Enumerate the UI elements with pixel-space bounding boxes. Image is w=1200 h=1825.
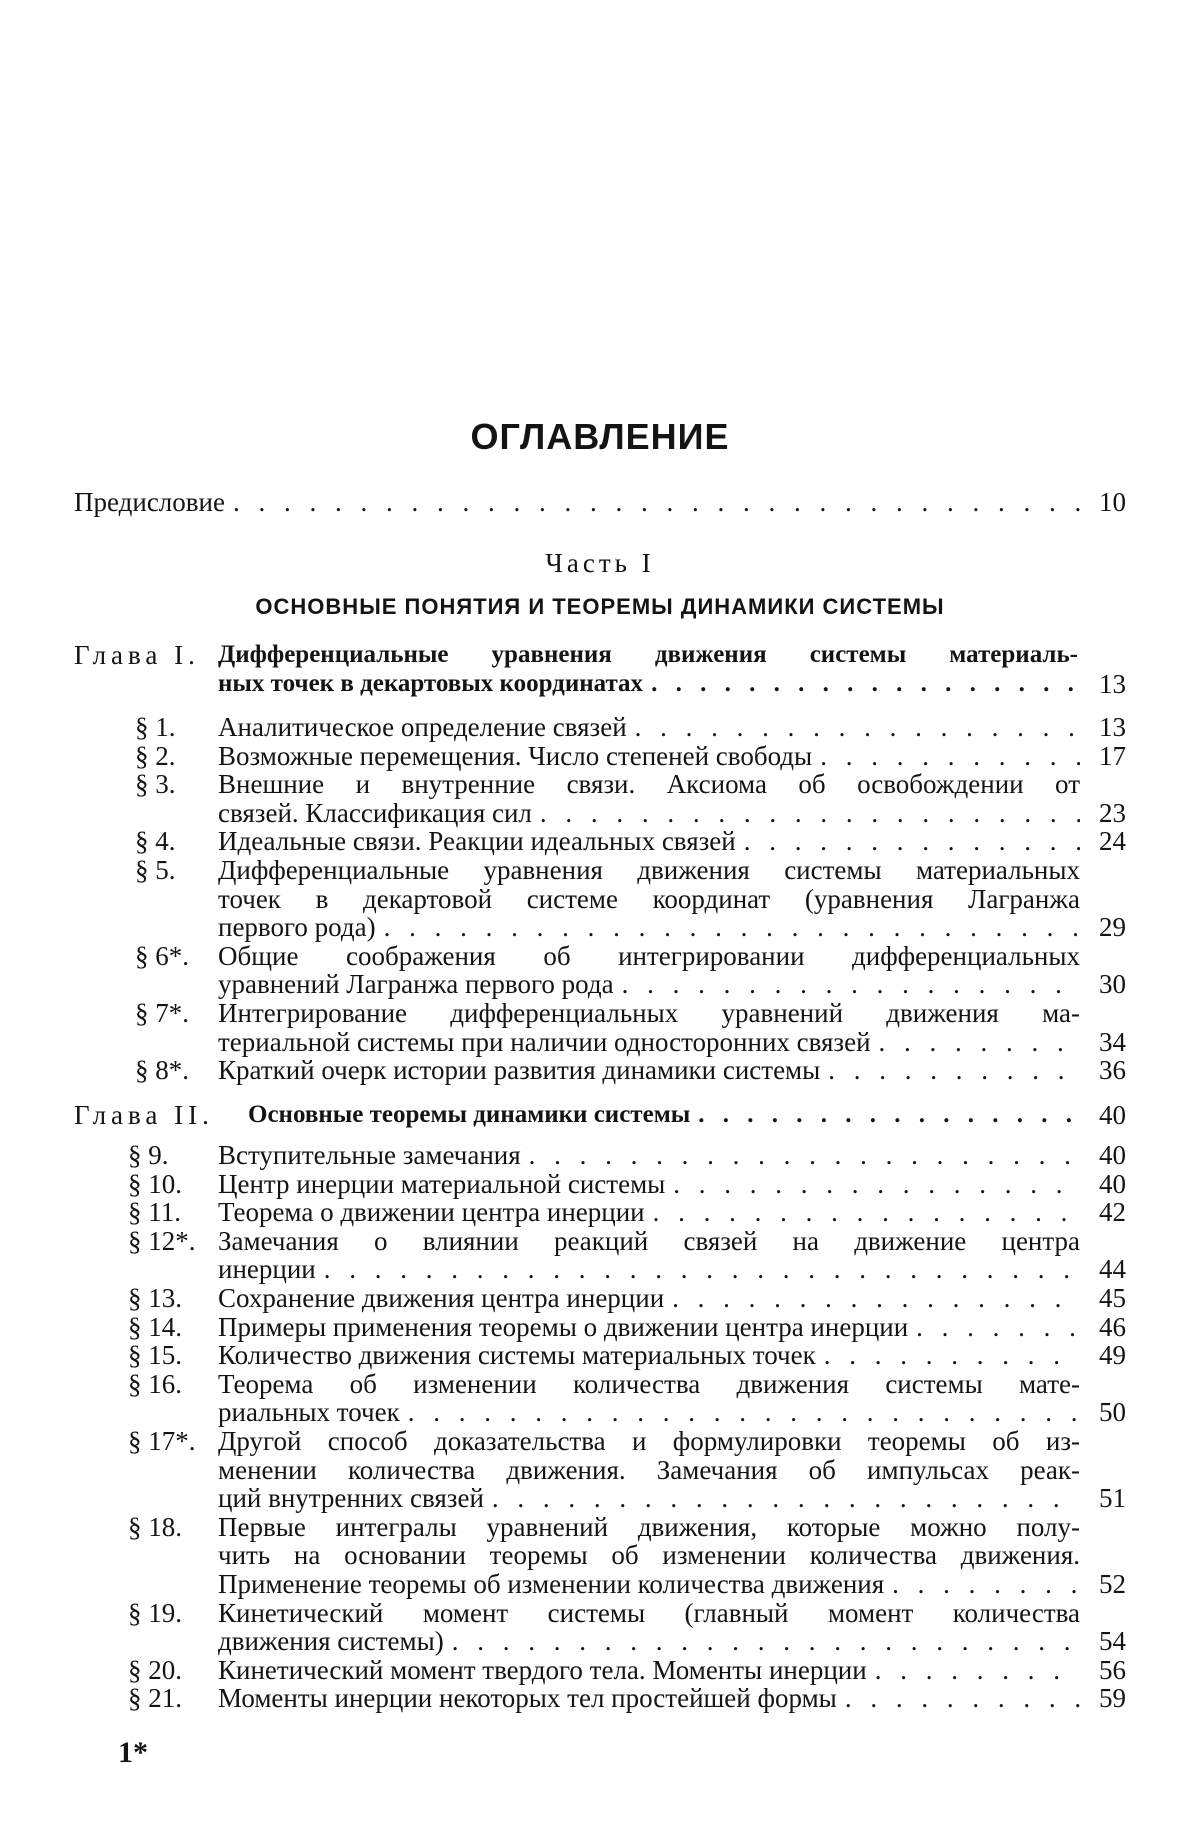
section-page-number: 54 [1099, 1626, 1126, 1657]
section-page-number: 45 [1099, 1283, 1126, 1313]
chapter-1-title-line-2 [218, 669, 1078, 699]
section-number: § 12*. [128, 1225, 196, 1256]
section-number: § 4. [135, 826, 176, 857]
section-title-line [218, 1397, 1080, 1427]
section-page-number: 24 [1099, 826, 1126, 857]
section-page-number: 44 [1099, 1254, 1126, 1285]
section-title-line [218, 1169, 1080, 1199]
section-title-line [218, 1340, 1080, 1370]
part-title: ОСНОВНЫЕ ПОНЯТИЯ И ТЕОРЕМЫ ДИНАМИКИ СИСТЕМЫ [255, 594, 945, 619]
section-title-line: Дифференциальные уравнения движения системы материальных [218, 855, 1080, 885]
section-title-line: Интегрирование дифференциальных уравнений движения ма- [218, 998, 1080, 1028]
section-title-text: Теорема о движении центра инерции [218, 1197, 645, 1228]
dot-leader [635, 712, 1080, 742]
dot-leader [672, 1283, 1080, 1313]
section-title-line [218, 969, 1080, 999]
section-page-number: 40 [1099, 1140, 1126, 1170]
dot-leader [698, 1100, 1078, 1130]
dot-leader [892, 1569, 1080, 1599]
dot-leader [384, 912, 1080, 942]
section-number: § 3. [135, 769, 176, 800]
section-number: § 2. [135, 740, 176, 771]
section-number: § 14. [128, 1311, 182, 1342]
section-number: § 6*. [135, 940, 189, 971]
dot-leader [824, 1340, 1080, 1370]
section-page-number: 56 [1099, 1654, 1126, 1685]
section-number: § 1. [135, 712, 176, 742]
section-page-number: 23 [1099, 797, 1126, 828]
section-title-line: менении количества движения. Замечания об импульсах реак- [218, 1454, 1080, 1485]
dot-leader [233, 487, 1082, 517]
section-title-text: Центр инерции материальной системы [218, 1168, 666, 1199]
section-page-number: 42 [1099, 1197, 1126, 1228]
preface-entry [74, 487, 1082, 517]
section-title-text: ций внутренних связей [218, 1483, 484, 1514]
section-page-number: 50 [1099, 1397, 1126, 1428]
section-number: § 15. [128, 1340, 182, 1371]
section-title-text: первого рода) [218, 912, 376, 943]
dot-leader [673, 1169, 1080, 1199]
section-title-line [218, 1626, 1080, 1656]
signature-mark: 1* [118, 1736, 148, 1769]
dot-leader [452, 1626, 1080, 1656]
section-title-text: инерции [218, 1254, 316, 1285]
section-title-line: Другой способ доказательства и формулировки теоремы об из- [218, 1426, 1080, 1456]
section-title-line [218, 912, 1080, 942]
section-title-text: Идеальные связи. Реакции идеальных связей [218, 826, 736, 857]
section-number: § 11. [128, 1197, 181, 1228]
dot-leader [492, 1483, 1080, 1513]
chapter-2-title-line-1 [248, 1100, 1078, 1130]
section-title-line [218, 1483, 1080, 1513]
section-page-number: 59 [1099, 1683, 1126, 1714]
section-page-number: 30 [1099, 969, 1126, 1000]
section-number: § 9. [128, 1140, 169, 1170]
dot-leader [820, 741, 1080, 771]
section-number: § 13. [128, 1283, 182, 1313]
section-number: § 18. [128, 1511, 182, 1542]
section-page-number: 49 [1099, 1340, 1126, 1371]
chapter-1-page: 13 [1099, 669, 1126, 699]
section-title-text: движения системы) [218, 1626, 444, 1657]
section-title-text: риальных точек [218, 1397, 400, 1428]
section-number: § 16. [128, 1368, 182, 1399]
section-title-line: Теорема об изменении количества движения системы мате- [218, 1368, 1080, 1399]
chapter-2-title-text: Основные теоремы динамики системы [248, 1101, 691, 1128]
section-title-line: точек в декартовой системе координат (уравнения Лагранжа [218, 883, 1080, 914]
section-number: § 17*. [128, 1426, 196, 1456]
section-title-text: териальной системы при наличии односторонних связей [218, 1026, 871, 1057]
section-title-line [218, 826, 1080, 856]
section-title-line: Замечания о влиянии реакций связей на движение центра [218, 1225, 1080, 1256]
chapter-1-title-line-1: Дифференциальные уравнения движения системы материаль- [218, 641, 1078, 668]
section-title-line [218, 1055, 1080, 1085]
section-page-number: 36 [1099, 1055, 1126, 1086]
section-title-text: Вступительные замечания [218, 1140, 521, 1170]
section-title-line: Первые интегралы уравнений движения, которые можно полу- [218, 1511, 1080, 1542]
dot-leader [916, 1312, 1080, 1342]
section-title-line: Общие соображения об интегрировании дифференциальных [218, 940, 1080, 971]
dot-leader [875, 1655, 1080, 1685]
dot-leader [879, 1027, 1080, 1057]
dot-leader [324, 1254, 1080, 1284]
chapter-1-label: Глава I. [74, 640, 200, 670]
section-title-line [218, 1027, 1080, 1057]
preface-page: 10 [1099, 487, 1126, 517]
section-title-line [218, 1254, 1080, 1284]
section-number: § 5. [135, 855, 176, 885]
section-title-text: связей. Классификация сил [218, 797, 532, 828]
section-title-text: Примеры применения теоремы о движении центра инерции [218, 1311, 909, 1342]
dot-leader [651, 669, 1078, 699]
section-title-line [218, 1283, 1080, 1313]
dot-leader [845, 1683, 1080, 1713]
section-title-line [218, 1683, 1080, 1713]
section-title-text: Применение теоремы об изменении количества движения [218, 1569, 885, 1599]
section-title-text: Возможные перемещения. Число степеней свободы [218, 740, 813, 771]
section-title-text: Количество движения системы материальных точек [218, 1340, 816, 1371]
section-page-number: 46 [1099, 1311, 1126, 1342]
section-title-line: Внешние и внутренние связи. Аксиома об освобождении от [218, 769, 1080, 800]
preface-label: Предисловие [74, 487, 225, 517]
section-title-line [218, 1140, 1080, 1170]
section-title-line: чить на основании теоремы об изменении количества движения. [218, 1540, 1080, 1571]
dot-leader [828, 1055, 1080, 1085]
part-label: Часть I [545, 548, 655, 578]
section-number: § 8*. [135, 1055, 189, 1086]
section-title-line [218, 1569, 1080, 1599]
section-title-line [218, 798, 1080, 828]
section-title-line [218, 1655, 1080, 1685]
dot-leader [529, 1140, 1080, 1170]
dot-leader [408, 1397, 1080, 1427]
chapter-2-page: 40 [1099, 1100, 1126, 1130]
section-page-number: 52 [1099, 1569, 1126, 1599]
section-title-text: Моменты инерции некоторых тел простейшей формы [218, 1683, 837, 1714]
section-number: § 21. [128, 1683, 182, 1714]
section-page-number: 51 [1099, 1483, 1126, 1514]
section-title-text: Краткий очерк истории развития динамики системы [218, 1055, 821, 1086]
dot-leader [744, 826, 1080, 856]
section-title-line [218, 1312, 1080, 1342]
section-title-text: Аналитическое определение связей [218, 712, 627, 742]
section-page-number: 13 [1099, 712, 1126, 742]
section-title-line [218, 712, 1080, 742]
section-title-line [218, 1197, 1080, 1227]
section-page-number: 40 [1099, 1168, 1126, 1199]
page-title: ОГЛАВЛЕНИЕ [470, 416, 730, 457]
section-number: § 7*. [135, 998, 189, 1028]
section-number: § 20. [128, 1654, 182, 1685]
chapter-1-title-text: ных точек в декартовых координатах [218, 670, 644, 697]
section-number: § 19. [128, 1597, 182, 1628]
section-title-text: уравнений Лагранжа первого рода [218, 969, 614, 1000]
dot-leader [653, 1197, 1080, 1227]
section-title-line: Кинетический момент системы (главный момент количества [218, 1597, 1080, 1628]
section-number: § 10. [128, 1168, 182, 1199]
section-page-number: 34 [1099, 1026, 1126, 1057]
section-page-number: 29 [1099, 912, 1126, 943]
dot-leader [540, 798, 1080, 828]
section-title-line [218, 741, 1080, 771]
section-page-number: 17 [1099, 740, 1126, 771]
dot-leader [622, 969, 1080, 999]
chapter-2-label: Глава II. [74, 1100, 214, 1130]
section-title-text: Кинетический момент твердого тела. Моменты инерции [218, 1654, 867, 1685]
section-title-text: Сохранение движения центра инерции [218, 1283, 665, 1313]
